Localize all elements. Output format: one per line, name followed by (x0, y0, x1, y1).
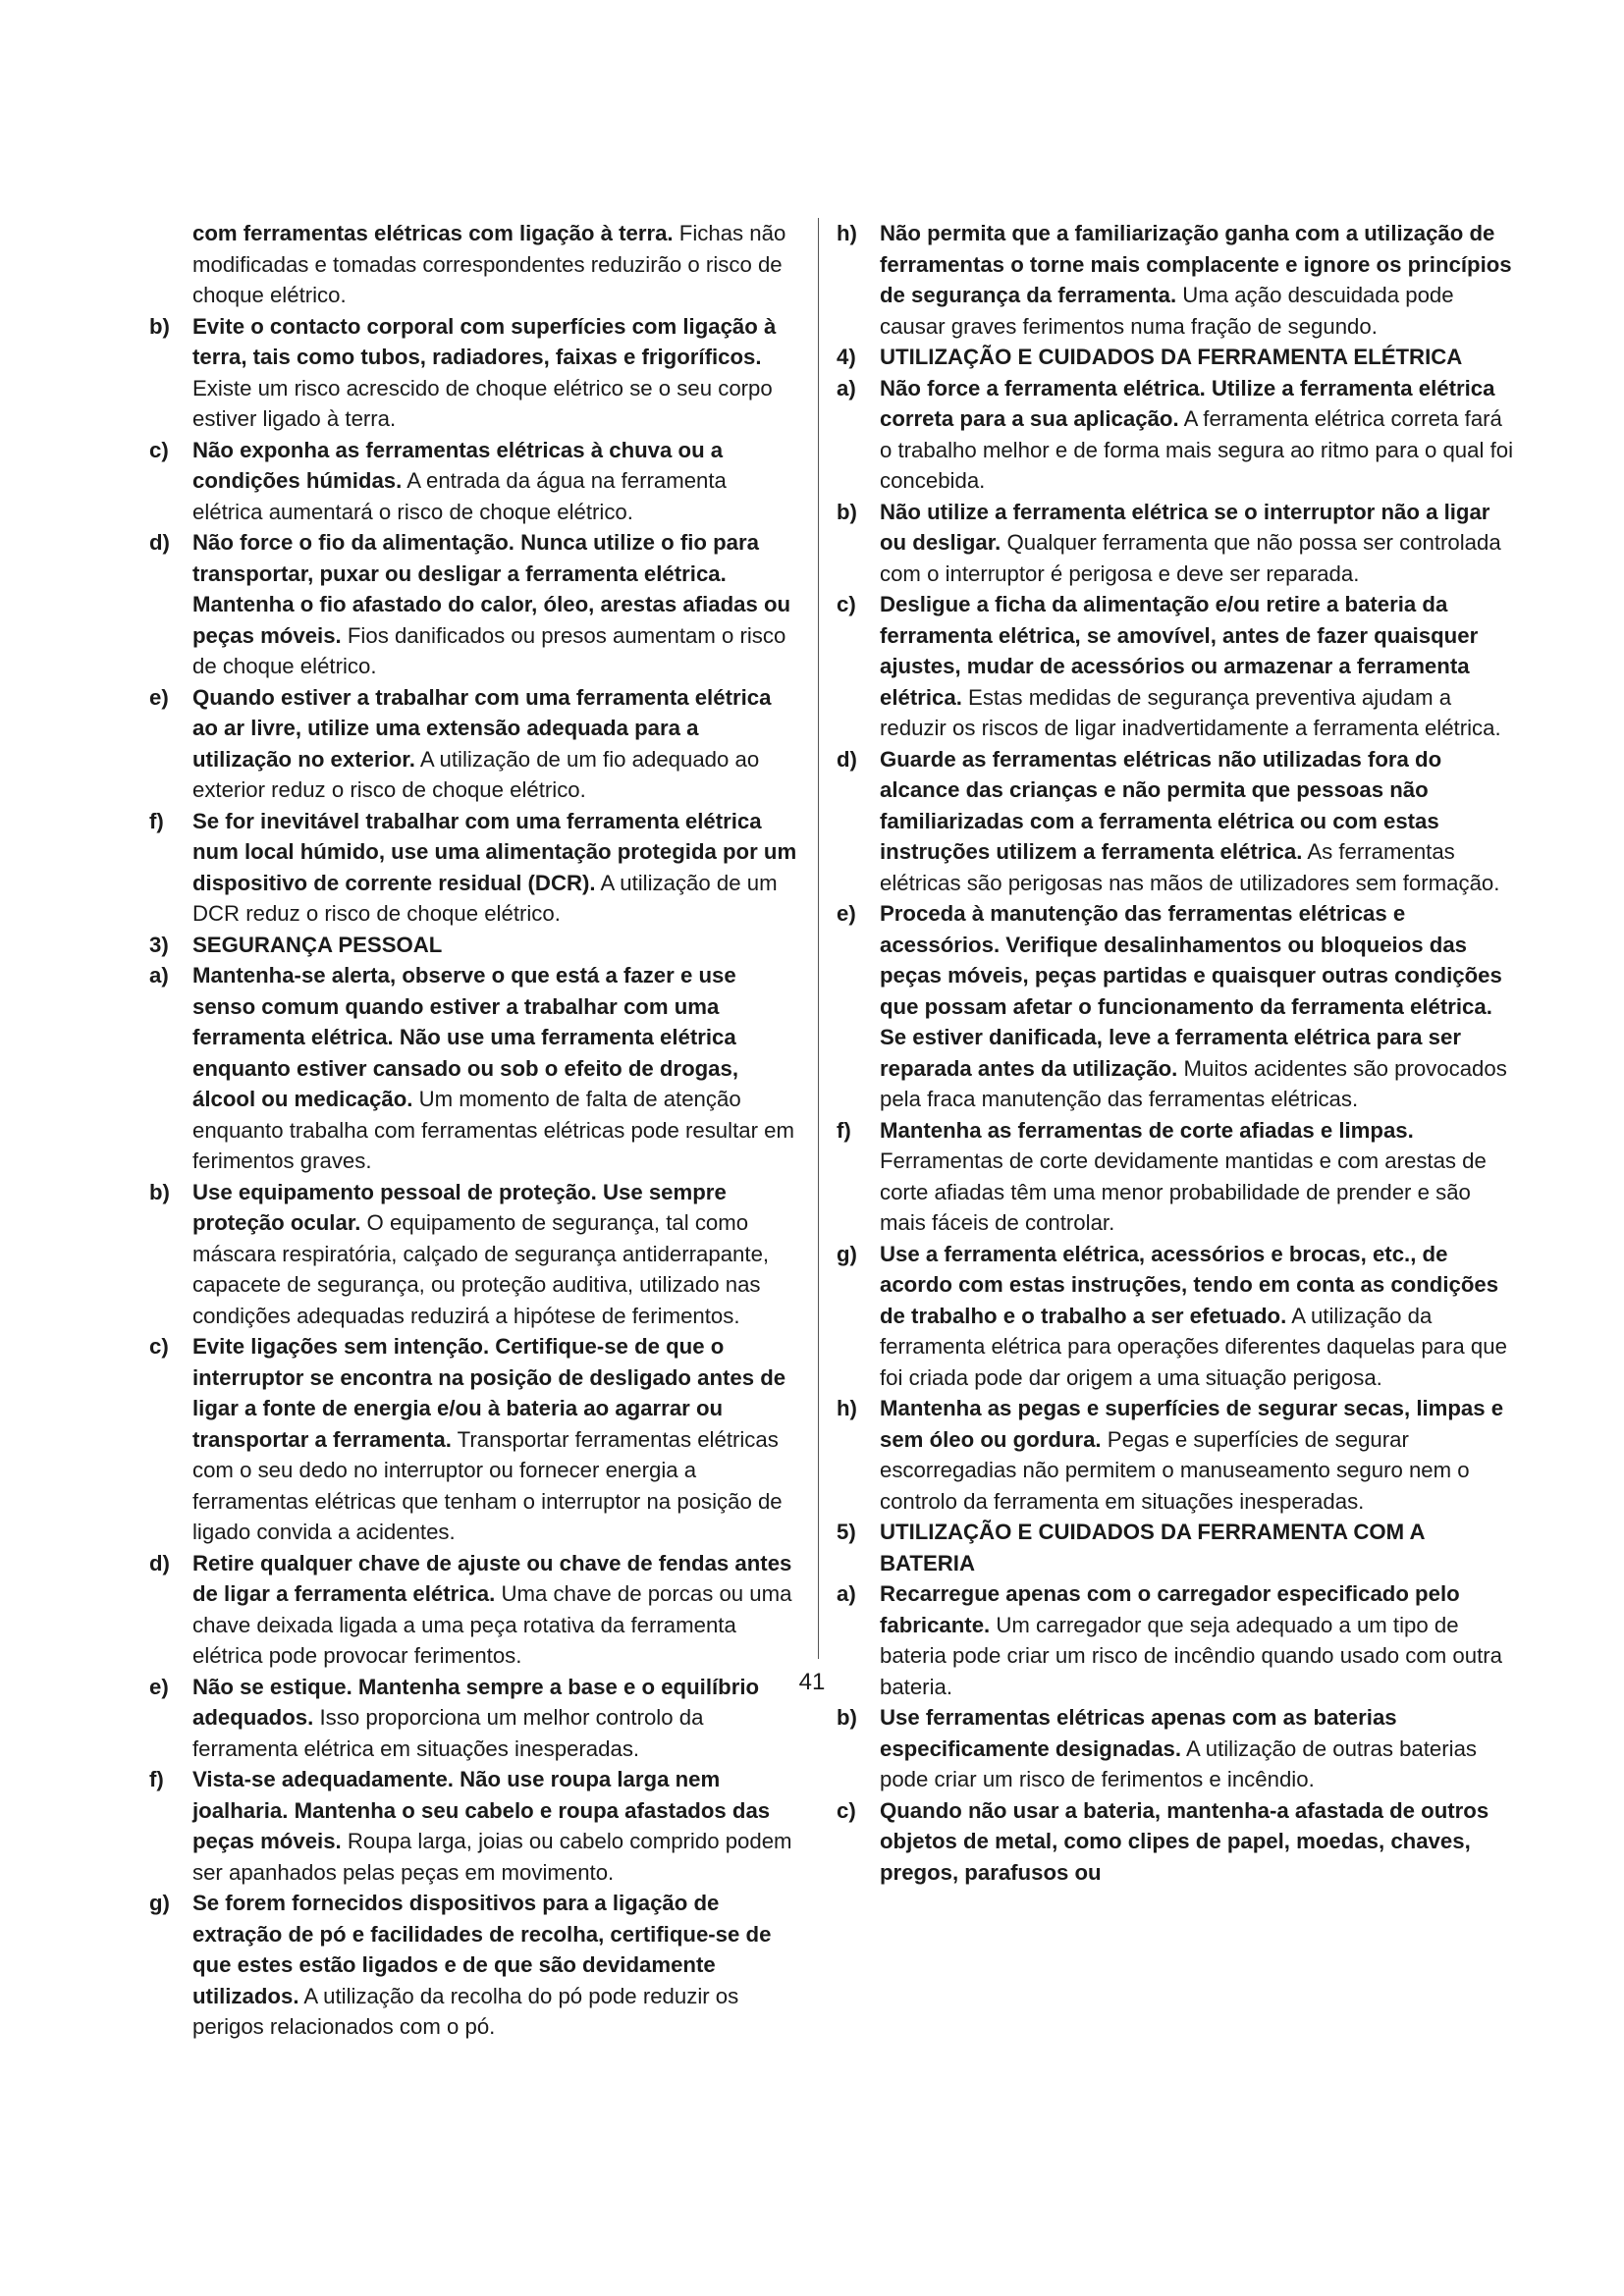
item-3e: e) Não se estique. Mantenha sempre a base e o equilíbrio adequados. Isso proporciona um melhor controlo da ferramenta elétrica em situações inesperadas. (149, 1674, 760, 1761)
section-heading-4: 4) UTILIZAÇÃO E CUIDADOS DA FERRAMENTA ELÉTRICA (837, 345, 1463, 369)
left-column (149, 218, 797, 2043)
section-heading-3: 3) SEGURANÇA PESSOAL (149, 932, 443, 957)
item-d: d) Não force o fio da alimentação. Nunca utilize o fio para transportar, puxar ou desligar a ferramenta elétrica. Mantenha o fio afastado do calor, óleo, arestas afiadas ou peças móveis. Fios danificados ou presos aumentam o risco de choque elétrico. (149, 530, 791, 678)
item-4g: g) Use a ferramenta elétrica, acessórios e brocas, etc., de acordo com estas instruções, tendo em conta as condições de trabalho e o trabalho a ser efetuado. A utilização da ferramenta elétrica para operações diferentes daquelas para que foi criada pode dar origem a uma situação perigosa. (837, 1241, 1507, 1390)
column-divider (818, 218, 819, 1659)
page-number: 41 (798, 1669, 826, 1695)
item-5b: b) Use ferramentas elétricas apenas com as baterias especificamente designadas. A utilização de outras baterias pode criar um risco de ferimentos e incêndio. (837, 1705, 1478, 1791)
section-heading-5: 5) UTILIZAÇÃO E CUIDADOS DA FERRAMENTA COM A BATERIA (837, 1520, 1425, 1575)
item-5c: c) Quando não usar a bateria, mantenha-a afastada de outros objetos de metal, como clipes de papel, moedas, chaves, pregos, parafusos ou (837, 1797, 1489, 1885)
item-b: b) Evite o contacto corporal com superfícies com ligação à terra, tais como tubos, radiadores, faixas e frigoríficos. Existe um risco acrescido de choque elétrico se o seu corpo estiver ligado à terra. (149, 313, 777, 431)
item-3f: f) Vista-se adequadamente. Não use roupa larga nem joalharia. Mantenha o seu cabelo e roupa afastados das peças móveis. Roupa larga, joias ou cabelo comprido podem ser apanhados pelas peças em movimento. (149, 1767, 792, 1885)
item-3b: b) Use equipamento pessoal de proteção. Use sempre proteção ocular. O equipamento de segurança, tal como máscara respiratória, calçado de segurança antiderrapante, capacete de segurança, ou proteção auditiva, utilizado nas condições adequadas reduzirá a hipótese de ferimentos. (149, 1179, 770, 1328)
item-3c: c) Evite ligações sem intenção. Certifique-se de que o interruptor se encontra na posição de desligado antes de ligar a fonte de energia e/ou à bateria ao agarrar ou transportar a ferramenta. Transportar ferramentas elétricas com o seu dedo no interruptor ou fornecer energia a ferramentas elétricas que tenham o interruptor na posição de ligado convida a acidentes. (149, 1334, 786, 1544)
item-f: f) Se for inevitável trabalhar com uma ferramenta elétrica num local húmido, use uma alimentação protegida por um dispositivo de corrente residual (DCR). A utilização de um DCR reduz o risco de choque elétrico. (149, 808, 797, 926)
continued-item: com ferramentas elétricas com ligação à terra. Fichas não modificadas e tomadas correspondentes reduzirão o risco de choque elétrico. (192, 221, 786, 307)
item-5a: a) Recarregue apenas com o carregador especificado pelo fabricante. Um carregador que seja adequado a um tipo de bateria pode criar um risco de incêndio quando usado com outra bateria. (837, 1581, 1502, 1699)
item-4h: h) Mantenha as pegas e superfícies de segurar secas, limpas e sem óleo ou gordura. Pegas e superfícies de segurar escorregadias não permitem o manuseamento seguro nem o controlo da ferramenta em situações inesperadas. (837, 1396, 1504, 1514)
item-4b: b) Não utilize a ferramenta elétrica se o interruptor não a ligar ou desligar. Qualquer ferramenta que não possa ser controlada com o interruptor é perigosa e deve ser reparada. (837, 499, 1501, 586)
item-3d: d) Retire qualquer chave de ajuste ou chave de fendas antes de ligar a ferramenta elétrica. Uma chave de porcas ou uma chave deixada ligada a uma peça rotativa da ferramenta elétrica pode provocar ferimentos. (149, 1550, 792, 1668)
item-4c: c) Desligue a ficha da alimentação e/ou retire a bateria da ferramenta elétrica, se amovível, antes de fazer quaisquer ajustes, mudar de acessórios ou armazenar a ferramenta elétrica. Estas medidas de segurança preventiva ajudam a reduzir os riscos de ligar inadvertidamente a ferramenta elétrica. (837, 592, 1501, 740)
item-e: e) Quando estiver a trabalhar com uma ferramenta elétrica ao ar livre, utilize uma extensão adequada para a utilização no exterior. A utilização de um fio adequado ao exterior reduz o risco de choque elétrico. (149, 684, 772, 802)
item-3g: g) Se forem fornecidos dispositivos para a ligação de extração de pó e facilidades de recolha, certifique-se de que estes estão ligados e de que são devidamente utilizados. A utilização da recolha do pó pode reduzir os perigos relacionados com o pó. (149, 1891, 772, 2039)
right-column (837, 218, 1514, 1888)
item-4a: a) Não force a ferramenta elétrica. Utilize a ferramenta elétrica correta para a sua aplicação. A ferramenta elétrica correta fará o trabalho melhor e de forma mais segura ao ritmo para o qual foi concebida. (837, 375, 1514, 493)
item-c: c) Não exponha as ferramentas elétricas à chuva ou a condições húmidas. A entrada da água na ferramenta elétrica aumentará o risco de choque elétrico. (149, 437, 727, 524)
item-4e: e) Proceda à manutenção das ferramentas elétricas e acessórios. Verifique desalinhamentos ou bloqueios das peças móveis, peças partidas e quaisquer outras condições que possam afetar o funcionamento da ferramenta elétrica. Se estiver danificada, leve a ferramenta elétrica para ser reparada antes da utilização. Muitos acidentes são provocados pela fraca manutenção das ferramentas elétricas. (837, 901, 1507, 1111)
item-3h: h) Não permita que a familiarização ganha com a utilização de ferramentas o torne mais complacente e ignore os princípios de segurança da ferramenta. Uma ação descuidada pode causar graves ferimentos numa fração de segundo. (837, 221, 1512, 339)
item-4f: f) Mantenha as ferramentas de corte afiadas e limpas. Ferramentas de corte devidamente mantidas e com arestas de corte afiadas têm uma menor probabilidade de prender e são mais fáceis de controlar. (837, 1117, 1487, 1235)
item-4d: d) Guarde as ferramentas elétricas não utilizadas fora do alcance das crianças e não permita que pessoas não familiarizadas com a ferramenta elétrica ou com estas instruções utilizem a ferramenta elétrica. As ferramentas elétricas são perigosas nas mãos de utilizadores sem formação. (837, 746, 1500, 895)
item-3a: a) Mantenha-se alerta, observe o que está a fazer e use senso comum quando estiver a trabalhar com uma ferramenta elétrica. Não use uma ferramenta elétrica enquanto estiver cansado ou sob o efeito de drogas, álcool ou medicação. Um momento de falta de atenção enquanto trabalha com ferramentas elétricas pode resultar em ferimentos graves. (149, 963, 794, 1173)
